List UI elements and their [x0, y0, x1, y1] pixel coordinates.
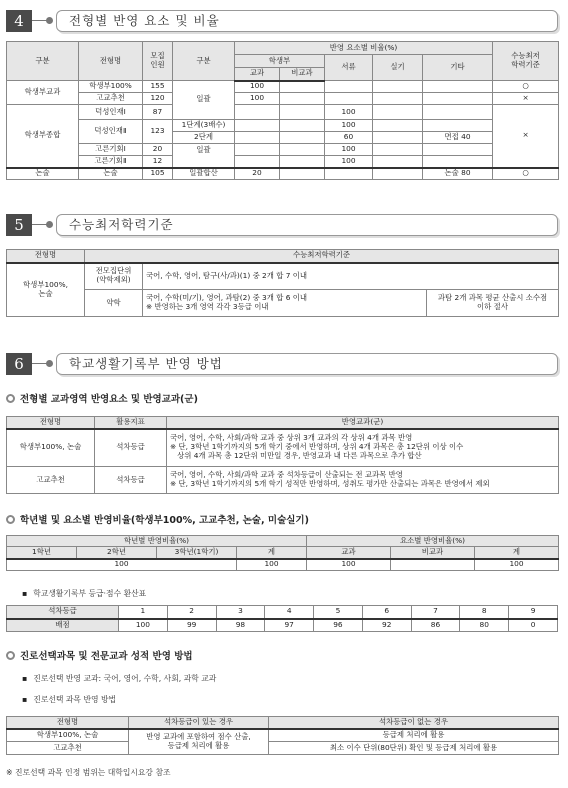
section-number: 4: [6, 10, 32, 32]
table-row: 논술 논술 105 일괄합산 20 논술 80 ○: [7, 168, 559, 180]
section-title: 수능최저학력기준: [56, 214, 558, 236]
bullet-text: ▪ 학교생활기록부 등급·점수 환산표: [22, 588, 146, 599]
ring-bullet-icon: [6, 515, 15, 524]
section-title: 학교생활기록부 반영 방법: [56, 353, 558, 375]
subheading: 전형별 교과영역 반영요소 및 반영교과(군): [6, 391, 198, 405]
table-row: 100 100 100 100: [7, 559, 559, 571]
suneung-min-table: 전형명 수능최저학력기준 학생부100%, 논술 전모집단위 (약학제외) 국어, 수학, 영어, 탐구(사/과)(1) 중 2개 합 7 이내 약학 국어, 수학(미/기), 영어, 과탐(2) 중 3개 합 6 이내 ※ 반영하는 3개 영역 각각 3등급 이내 과탐 2개 과목 평균 산출시 소수점 이하 절사: [6, 249, 559, 317]
bullet-text: ▪ 진로선택 과목 반영 방법: [22, 694, 116, 705]
table-row: 덕성인재Ⅱ 123 1단계(3배수) 100: [7, 120, 559, 132]
ratio-table: 학년별 반영비율(%) 요소별 반영비율(%) 1학년 2학년 3학년(1학기) 계 교과 비교과 계 100 100 100 100: [6, 535, 559, 571]
table-row: 학생부100%, 논술 반영 교과에 포함하여 점수 산출, 등급제 처리에 활용 등급제 처리에 활용: [7, 729, 559, 742]
table-row: 고른기회Ⅰ 20 일괄 100: [7, 144, 559, 156]
ring-bullet-icon: [6, 651, 15, 660]
table-row: 고교추천 석차등급 국어, 영어, 수학, 사회/과학 교과 중 석차등급이 산출되는 전 교과목 반영 ※ 단, 3학년 1학기까지의 5개 학기 성적만 반영하며, 성취도 평가만 산출되는 과목은 반영에서 제외: [7, 467, 559, 494]
footnote: ※ 진로선택 과목 인정 범위는 대학입시요강 참조: [6, 768, 171, 777]
section-5-header: [6, 214, 558, 236]
table-row: 배점 100 99 98 97 96 92 86 80 0: [7, 619, 558, 632]
career-subject-table: 전형명 석차등급이 있는 경우 석차등급이 없는 경우 학생부100%, 논술 반영 교과에 포함하여 점수 산출, 등급제 처리에 활용 등급제 처리에 활용 고교추천 최소 이수 단위(80단위) 확인 및 등급제 처리에 활용: [6, 716, 559, 755]
section-number: 5: [6, 214, 32, 236]
subheading: 학년별 및 요소별 반영비율(학생부100%, 고교추천, 논술, 미술실기): [6, 512, 309, 526]
section-4-header: [6, 10, 558, 32]
bullet-text: ▪ 진로선택 반영 교과: 국어, 영어, 수학, 사회, 과학 교과: [22, 673, 216, 684]
table-row: 2단계 60 면접 40: [7, 132, 559, 144]
selection-ratio-table: 구분 전형명 모집 인원 구분 반영 요소별 비율(%) 수능최저 학력기준 학생부 서류 실기 기타 교과 비교과 학생부교과 학생부100% 155 100 ○ 고교추천 120 일괄 100 × 학생부종합 덕성인재Ⅰ 87 100 × 덕성인재Ⅱ 123 1단계(3배수) 100 2단계 60 면접 40 고른기회Ⅰ 20 일괄 100 고른기회Ⅱ 12 100 논술 논술 105 일괄합산 20 논술 80 ○: [6, 41, 559, 180]
subheading: 진로선택과목 및 전문교과 성적 반영 방법: [6, 648, 193, 662]
table-row: 고른기회Ⅱ 12 100: [7, 156, 559, 168]
table-row: 학생부종합 덕성인재Ⅰ 87 100 ×: [7, 105, 559, 120]
section-6-header: [6, 353, 558, 375]
table-row: 약학 국어, 수학(미/기), 영어, 과탐(2) 중 3개 합 6 이내 ※ 반영하는 3개 영역 각각 3등급 이내 과탐 2개 과목 평균 산출시 소수점 이하 절사: [7, 290, 559, 317]
ring-bullet-icon: [6, 394, 15, 403]
table-row: 고교추천 120 일괄 100 ×: [7, 93, 559, 105]
grade-score-table: 석차등급 1 2 3 4 5 6 7 8 9 배점 100 99 98 97 96 92 86 80 0: [6, 605, 558, 632]
table-row: 학생부100%, 논술 석차등급 국어, 영어, 수학, 사회/과학 교과 중 상위 3개 교과의 각 상위 4개 과목 반영 ※ 단, 3학년 1학기까지의 5개 학기 중에서 반영하며, 상위 4개 과목은 총 12단위 이상 이수 상위 4개 과목 총 12단위 미만일 경우, 반영교과 내 다른 과목으로 추가 합산: [7, 429, 559, 467]
section-title: 전형별 반영 요소 및 비율: [56, 10, 558, 32]
subject-table: 전형명 활용지표 반영교과(군) 학생부100%, 논술 석차등급 국어, 영어, 수학, 사회/과학 교과 중 상위 3개 교과의 각 상위 4개 과목 반영 ※ 단, 3학년 1학기까지의 5개 학기 중에서 반영하며, 상위 4개 과목은 총 12단위 이상 이수 상위 4개 과목 총 12단위 미만일 경우, 반영교과 내 다른 과목으로 추가 합산 고교추천 석차등급 국어, 영어, 수학, 사회/과학 교과 중 석차등급이 산출되는 전 교과목 반영 ※ 단, 3학년 1학기까지의 5개 학기 성적만 반영하며, 성취도 평가만 산출되는 과목은 반영에서 제외: [6, 416, 559, 494]
section-number: 6: [6, 353, 32, 375]
table-row: 학생부교과 학생부100% 155 100 ○: [7, 81, 559, 93]
table-row: 학생부100%, 논술 전모집단위 (약학제외) 국어, 수학, 영어, 탐구(사/과)(1) 중 2개 합 7 이내: [7, 263, 559, 290]
table-row: 고교추천 최소 이수 단위(80단위) 확인 및 등급제 처리에 활용: [7, 742, 559, 755]
